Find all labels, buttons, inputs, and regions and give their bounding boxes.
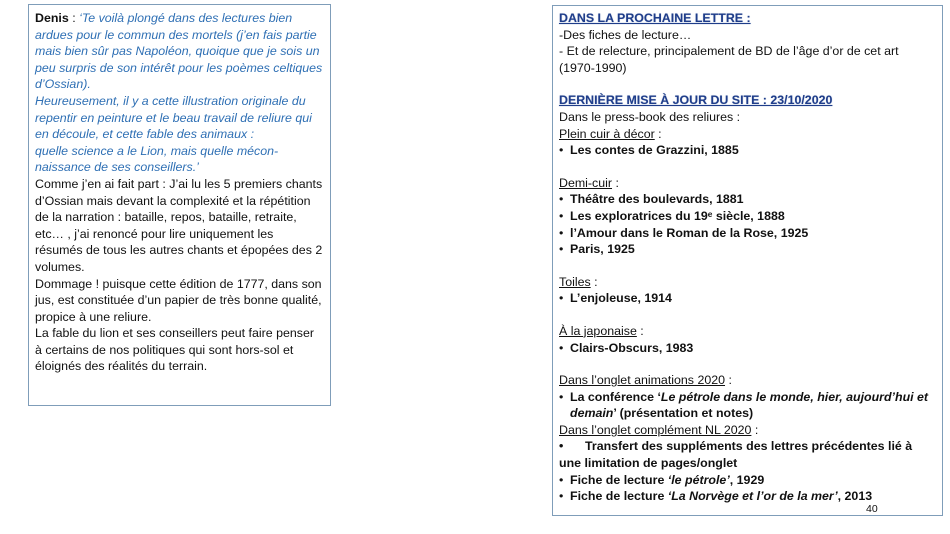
list-item: • Les exploratrices du 19ᵉ siècle, 1888 <box>559 208 785 223</box>
speaker-name: Denis <box>35 11 69 25</box>
reply-paragraph-3: La fable du lion et ses conseillers peut faire penser à certains de nos politiques qui sont hors-sol et éloignés des réalités du terrain. <box>35 326 314 374</box>
japonaise-heading: À la japonaise : <box>559 323 644 338</box>
reply-paragraph-1: Comme j’en ai fait part : J’ai lu les 5 premiers chants d’Ossian mais devant la complexité et la répétition de la narration : bataille, repos, bataille, retraite, etc… , j’ai renoncé pour lire uniquement les résumés de tous les autres chants et épopées des 2 volumes. <box>35 176 323 274</box>
list-item: • Les contes de Grazzini, 1885 <box>559 143 739 158</box>
animations-heading: Dans l’onglet animations 2020 : <box>559 373 732 388</box>
quote-part-3: quelle science a le Lion, mais quelle mécon- naissance de ses conseillers.’ <box>35 143 279 175</box>
list-item: • l’Amour dans le Roman de la Rose, 1925 <box>559 225 809 240</box>
quote-part-1-end: ). <box>83 77 91 92</box>
list-item: • Théâtre des boulevards, 1881 <box>559 192 744 207</box>
quote-part-1-aside: j’en fais partie mais bien sûr pas Napoléon, quoique que je sois un peu surpris de son intérêt pour les poèmes celtiques d’Ossian <box>35 27 323 92</box>
quote-part-1: ‘Te voilà plongé dans des lectures bien ardues pour le commun des mortels ( <box>35 11 293 42</box>
complement-heading: Dans l’onglet complément NL 2020 : <box>559 422 759 437</box>
list-item: • L’enjoleuse, 1914 <box>559 291 672 306</box>
list-item: • Paris, 1925 <box>559 242 635 257</box>
reply-paragraph-2: Dommage ! puisque cette édition de 1777, dans son jus, est constituée d’un papier de très bonne qualité, propice à une reliure. <box>35 276 322 324</box>
denis-comment <box>35 10 324 93</box>
next-item-1: -Des fiches de lecture… <box>559 27 692 42</box>
plein-cuir-heading: Plein cuir à décor : <box>559 126 662 141</box>
next-item-2: - Et de relecture, principalement de BD de l’âge d’or de cet art (1970-1990) <box>559 44 899 75</box>
speaker-sep: : <box>68 11 80 25</box>
update-heading: DERNIÈRE MISE À JOUR DU SITE : 23/10/2020 <box>559 93 833 108</box>
pressbook-intro: Dans le press-book des reliures : <box>559 109 741 124</box>
next-letter-heading: DANS LA PROCHAINE LETTRE : <box>559 11 751 25</box>
page-number: 40 <box>866 503 878 515</box>
toiles-heading: Toiles : <box>559 274 598 289</box>
left-text-box <box>28 4 331 406</box>
list-item: • Fiche de lecture ‘La Norvège et l’or de la mer’, 2013 <box>559 489 873 504</box>
list-item: • La conférence ‘Le pétrole dans le monde, hier, aujourd’hui et demain’ (présentation et notes) <box>559 389 929 421</box>
demi-cuir-heading: Demi-cuir : <box>559 175 619 190</box>
right-news-box <box>552 5 943 516</box>
list-item: • Fiche de lecture ‘le pétrole’, 1929 <box>559 472 765 487</box>
quote-part-2: Heureusement, il y a cette illustration originale du repentir en peinture et le beau travail de reliure qui en découle, et cette fable des animaux : <box>35 93 312 142</box>
list-item: • Clairs-Obscurs, 1983 <box>559 340 694 355</box>
list-item: • Transfert des suppléments des lettres précédentes lié à une limitation de pages/onglet <box>559 439 913 471</box>
